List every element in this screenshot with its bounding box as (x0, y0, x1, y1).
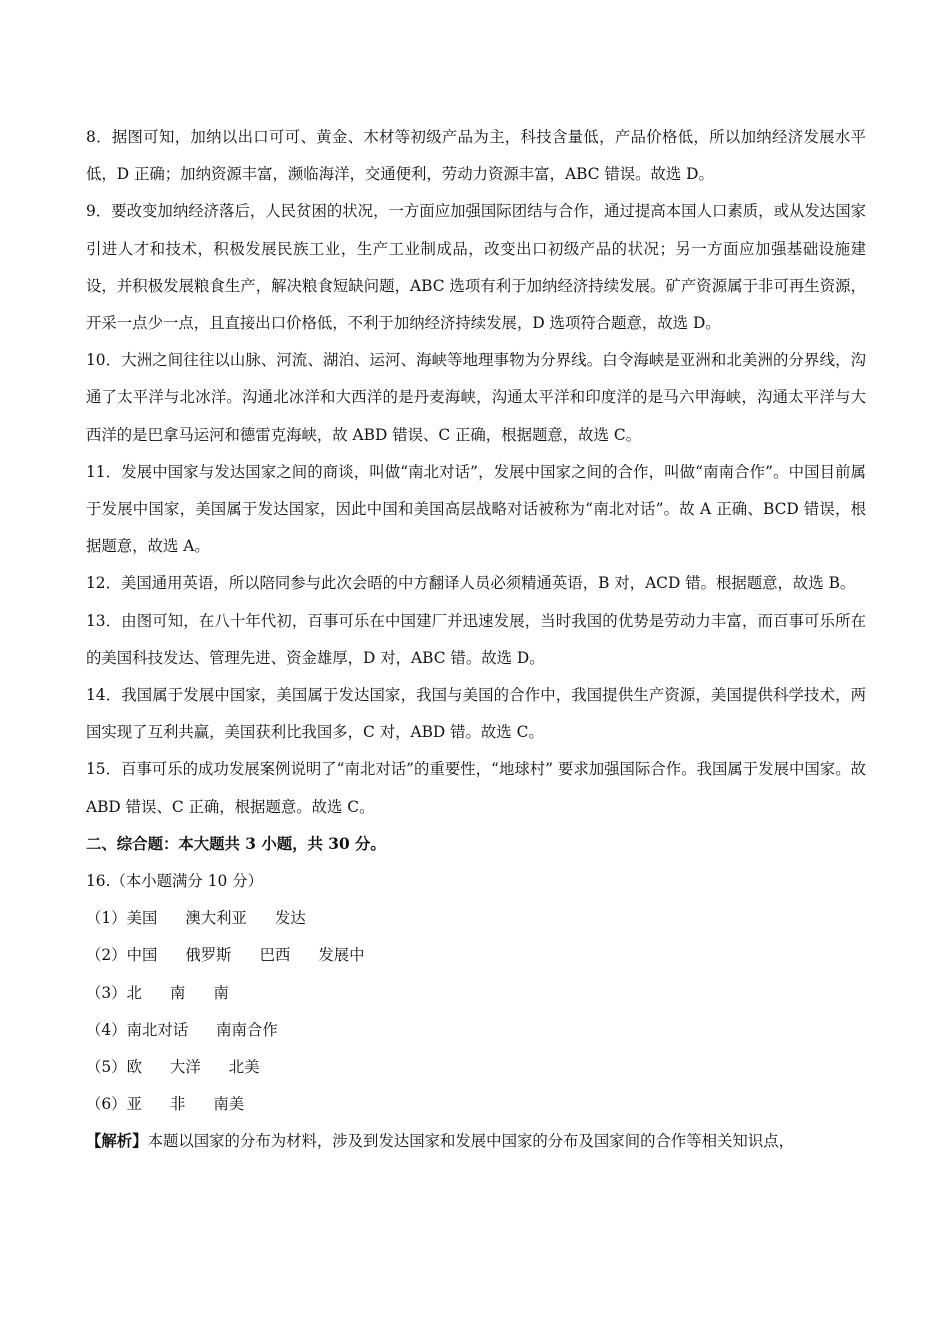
answer-item: 南南合作 (216, 1020, 278, 1039)
q16-part-6 (86, 1086, 866, 1123)
answer-13: 13．由图可知，在八十年代初，百事可乐在中国建厂并迅速发展，当时我国的优势是劳动力丰富，而百事可乐所在的美国科技发达、管理先进、资金雄厚，D 对，ABC 错。故选 D。 (86, 611, 866, 667)
answer-15: 15．百事可乐的成功发展案例说明了“南北对话”的重要性，“地球村” 要求加强国际合作。我国属于发展中国家。故 ABD 错误、C 正确，根据题意。故选 C。 (86, 760, 866, 816)
answer-item: 大洋 (169, 1058, 201, 1077)
answer-item: 巴西 (259, 946, 291, 965)
part-number: （6） (86, 1095, 127, 1114)
q16-part-2 (86, 937, 866, 974)
q16-part-3 (86, 975, 866, 1012)
answer-item: 南美 (213, 1095, 245, 1114)
answer-item: 发达 (274, 909, 306, 928)
answer-item: 美国 (126, 909, 158, 928)
section-heading: 二、综合题：本大题共 3 小题，共 30 分。 (86, 834, 386, 853)
analysis-label: 【解析】 (86, 1132, 148, 1151)
answer-item: 俄罗斯 (185, 946, 232, 965)
answer-item: 中国 (126, 946, 158, 965)
answer-explanations (86, 119, 866, 1161)
answer-item: 发展中 (318, 946, 365, 965)
answer-item: 北美 (228, 1058, 260, 1077)
answer-item: 南 (213, 983, 229, 1002)
answer-11: 11．发展中国家与发达国家之间的商谈，叫做“南北对话”，发展中国家之间的合作，叫做“南南合作”。中国目前属于发展中国家，美国属于发达国家，因此中国和美国高层战略对话被称为“南北对话”。故 A 正确、BCD 错误，根据题意，故选 A。 (86, 462, 866, 556)
answer-14: 14．我国属于发展中国家，美国属于发达国家，我国与美国的合作中，我国提供生产资源，美国提供科学技术，两国实现了互利共赢，美国获利比我国多，C 对，ABD 错。故选 C。 (86, 686, 866, 742)
answer-item: 南 (169, 983, 186, 1002)
part-number: （5） (86, 1058, 127, 1077)
q16-part-4 (86, 1012, 866, 1049)
part-number: （2） (86, 946, 127, 965)
answer-8: 8．据图可知，加纳以出口可可、黄金、木材等初级产品为主，科技含量低，产品价格低，所以加纳经济发展水平低，D 正确；加纳资源丰富，濒临海洋，交通便利，劳动力资源丰富，ABC 错误。故选 D。 (86, 128, 866, 184)
answer-item: 南北对话 (126, 1020, 189, 1039)
answer-item: 北 (126, 983, 142, 1002)
answer-item: 欧 (126, 1058, 142, 1077)
answer-item: 非 (169, 1095, 186, 1114)
answer-10: 10．大洲之间往往以山脉、河流、湖泊、运河、海峡等地理事物为分界线。白令海峡是亚洲和北美洲的分界线，沟通了太平洋与北冰洋。沟通北冰洋和大西洋的是丹麦海峡，沟通太平洋和印度洋的是马六甲海峡，沟通太平洋与大西洋的是巴拿马运河和德雷克海峡，故 ABD 错误、C 正确，根据题意，故选 C。 (86, 351, 866, 444)
answer-item: 澳大利亚 (185, 909, 247, 928)
part-number: （4） (86, 1020, 127, 1039)
analysis-text: 本题以国家的分布为材料，涉及到发达国家和发展中国家的分布及国家间的合作等相关知识点， (147, 1132, 794, 1151)
answer-9: 9．要改变加纳经济落后，人民贫困的状况，一方面应加强国际团结与合作，通过提高本国人口素质，或从发达国家引进人才和技术，积极发展民族工业，生产工业制成品，改变出口初级产品的状况；另一方面应加强基础设施建设，并积极发展粮食生产，解决粮食短缺问题，ABC 选项有利于加纳经济持续发展。矿产资源属于非可再生资源，开采一点少一点，且直接出口价格低，不利于加纳经济持续发展，D 选项符合题意，故选 D。 (86, 202, 866, 333)
q16-part-1 (86, 900, 866, 937)
question-16-title: 16.（本小题满分 10 分） (86, 872, 263, 891)
analysis-paragraph (86, 1123, 866, 1160)
part-number: （3） (86, 983, 127, 1002)
part-number: （1） (86, 909, 127, 928)
q16-part-5 (86, 1049, 866, 1086)
answer-12: 12．美国通用英语，所以陪同参与此次会晤的中方翻译人员必须精通英语，B 对，ACD 错。根据题意，故选 B。 (86, 574, 856, 593)
answer-item: 亚 (126, 1095, 142, 1114)
